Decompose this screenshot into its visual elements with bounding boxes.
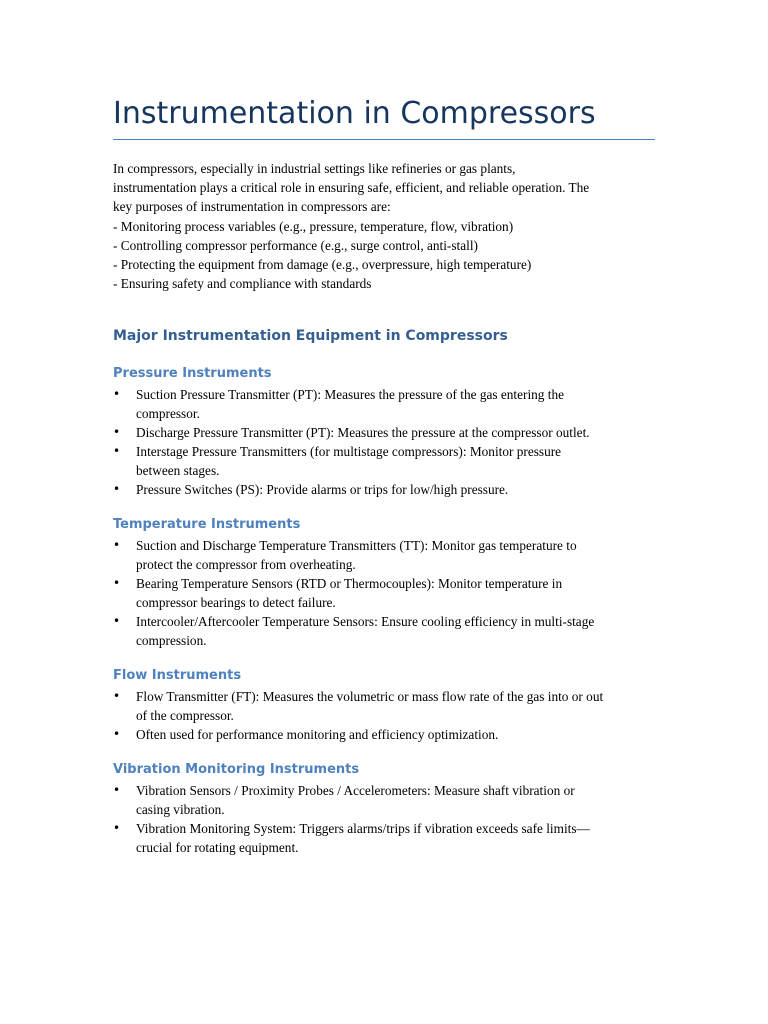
bullet-icon: • xyxy=(113,538,121,552)
intro-line: key purposes of instrumentation in compressors are: xyxy=(113,199,391,215)
bullet-list xyxy=(113,385,658,499)
list-item-line: Interstage Pressure Transmitters (for multistage compressors): Monitor pressure xyxy=(136,444,562,459)
section-pressure-instruments xyxy=(113,364,658,499)
list-item-line: Pressure Switches (PS): Provide alarms or trips for low/high pressure. xyxy=(136,482,509,497)
bullet-icon: • xyxy=(113,576,121,590)
list-item xyxy=(113,423,658,442)
list-item-line: of the compressor. xyxy=(136,708,234,723)
intro-line: - Ensuring safety and compliance with standards xyxy=(113,276,372,292)
intro-line: In compressors, especially in industrial settings like refineries or gas plants, xyxy=(113,161,516,176)
page-title: Instrumentation in Compressors xyxy=(113,96,596,131)
list-item-line: Vibration Sensors / Proximity Probes / Accelerometers: Measure shaft vibration or xyxy=(136,783,575,798)
bullet-icon: • xyxy=(113,425,121,439)
list-item xyxy=(113,480,658,499)
bullet-icon: • xyxy=(113,444,121,458)
intro-line: - Monitoring process variables (e.g., pressure, temperature, flow, vibration) xyxy=(113,218,514,234)
bullet-icon: • xyxy=(113,689,121,703)
list-item-line: protect the compressor from overheating. xyxy=(136,557,356,572)
section-heading: Flow Instruments xyxy=(113,668,242,683)
bullet-icon: • xyxy=(113,821,121,835)
intro-line: - Protecting the equipment from damage (e.g., overpressure, high temperature) xyxy=(113,257,532,273)
list-item xyxy=(113,819,658,857)
intro-paragraph xyxy=(113,159,658,293)
bullet-icon: • xyxy=(113,783,121,797)
intro-line: - Controlling compressor performance (e.g., surge control, anti-stall) xyxy=(113,237,478,253)
list-item xyxy=(113,612,658,650)
title-underline xyxy=(113,139,655,140)
bullet-list xyxy=(113,781,658,857)
list-item-line: Discharge Pressure Transmitter (PT): Measures the pressure at the compressor outlet. xyxy=(136,425,590,440)
section-heading: Temperature Instruments xyxy=(113,517,301,532)
list-item-line: Suction Pressure Transmitter (PT): Measures the pressure of the gas entering the xyxy=(136,387,564,402)
list-item-line: Often used for performance monitoring and efficiency optimization. xyxy=(136,727,499,742)
section-temperature-instruments xyxy=(113,515,658,650)
list-item-line: Intercooler/Aftercooler Temperature Sensors: Ensure cooling efficiency in multi-stage xyxy=(136,614,595,629)
intro-line: instrumentation plays a critical role in ensuring safe, efficient, and reliable operation. The xyxy=(113,180,590,196)
list-item-line: compression. xyxy=(136,633,207,648)
list-item xyxy=(113,574,658,612)
list-item-line: Suction and Discharge Temperature Transmitters (TT): Monitor gas temperature to xyxy=(136,538,577,553)
list-item-line: compressor. xyxy=(136,406,200,421)
list-item-line: Flow Transmitter (FT): Measures the volumetric or mass flow rate of the gas into or out xyxy=(136,689,604,704)
section-flow-instruments xyxy=(113,666,658,744)
list-item xyxy=(113,781,658,819)
section-vibration-monitoring-instruments xyxy=(113,760,658,857)
list-item xyxy=(113,442,658,480)
list-item-line: casing vibration. xyxy=(136,802,225,817)
list-item-line: between stages. xyxy=(136,463,220,478)
list-item-line: compressor bearings to detect failure. xyxy=(136,595,336,610)
list-item xyxy=(113,687,658,725)
major-heading: Major Instrumentation Equipment in Compressors xyxy=(113,328,508,344)
list-item-line: Vibration Monitoring System: Triggers alarms/trips if vibration exceeds safe limits— xyxy=(136,821,590,836)
list-item-line: crucial for rotating equipment. xyxy=(136,840,299,855)
list-item xyxy=(113,725,658,744)
bullet-icon: • xyxy=(113,387,121,401)
list-item xyxy=(113,536,658,574)
list-item-line: Bearing Temperature Sensors (RTD or Thermocouples): Monitor temperature in xyxy=(136,576,563,591)
section-heading: Pressure Instruments xyxy=(113,366,272,381)
bullet-list xyxy=(113,687,658,744)
bullet-icon: • xyxy=(113,614,121,628)
bullet-icon: • xyxy=(113,727,121,741)
list-item xyxy=(113,385,658,423)
section-heading: Vibration Monitoring Instruments xyxy=(113,762,360,777)
bullet-icon: • xyxy=(113,482,121,496)
bullet-list xyxy=(113,536,658,650)
